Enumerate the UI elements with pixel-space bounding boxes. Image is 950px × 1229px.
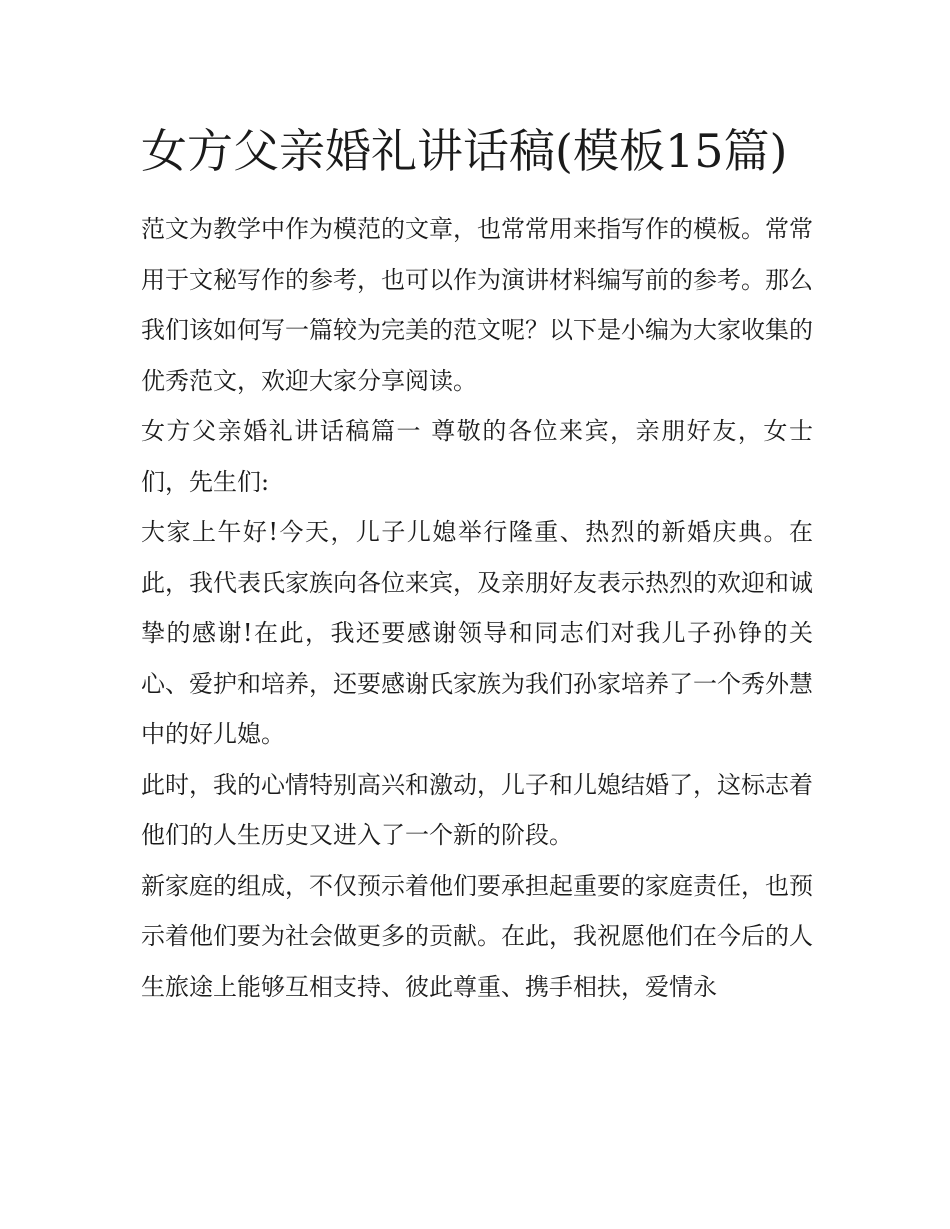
- paragraph-wishes: 新家庭的组成，不仅预示着他们要承担起重要的家庭责任，也预示着他们要为社会做更多的贡献。在此，我祝愿他们在今后的人生旅途上能够互相支持、彼此尊重、携手相扶，爱情永: [141, 871, 813, 1001]
- document-title: 女方父亲婚礼讲话稿(模板15篇): [141, 124, 788, 178]
- paragraph-greeting: 女方父亲婚礼讲话稿篇一 尊敬的各位来宾，亲朋好友，女士们，先生们:: [141, 417, 813, 496]
- document-page: [141, 112, 813, 1012]
- paragraph-welcome: 大家上午好!今天，儿子儿媳举行隆重、热烈的新婚庆典。在此，我代表氏家族向各位来宾，及亲朋好友表示热烈的欢迎和诚挚的感谢!在此，我还要感谢领导和同志们对我儿子孙铮的关心、爱护和培养，还要感谢氏家族为我们孙家培养了一个秀外慧中的好儿媳。: [141, 518, 813, 748]
- paragraph-intro: 范文为教学中作为模范的文章，也常常用来指写作的模板。常常用于文秘写作的参考，也可以作为演讲材料编写前的参考。那么我们该如何写一篇较为完美的范文呢？以下是小编为大家收集的优秀范文，欢迎大家分享阅读。: [141, 215, 813, 395]
- paragraph-feelings: 此时，我的心情特别高兴和激动，儿子和儿媳结婚了，这标志着他们的人生历史又进入了一个新的阶段。: [141, 770, 813, 849]
